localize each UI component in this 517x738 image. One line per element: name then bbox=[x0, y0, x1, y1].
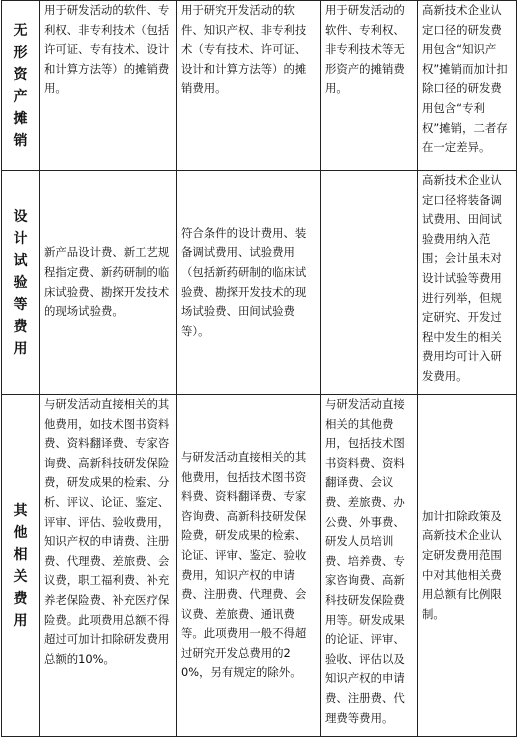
rd-expense-comparison-table bbox=[1, 0, 517, 737]
cell-intangible-col-a: 用于研发活动的软件、专利权、非专利技术（包括许可证、专有技术、设计和计算方法等）的摊销费用。 bbox=[40, 1, 177, 171]
cell-other-col-a: 与研发活动直接相关的其他费用，如技术图书资料费、资料翻译费、专家咨询费、高新科技研发保险费，研发成果的检索、分析、评议、论证、鉴定、评审、评估、验收费用，知识产权的申请费、注册费、代理费、差旅费、会议费，职工福利费、补充养老保险费、补充医疗保险费。此项费用总额不得超过可加计扣除研发费用总额的10%。 bbox=[40, 395, 177, 737]
cell-design-col-a: 新产品设计费、新工艺规程指定费、新药研制的临床试验费、勘探开发技术的现场试验费。 bbox=[40, 171, 177, 395]
cell-other-col-b: 与研发活动直接相关的其他费用，包括技术图书资料费、资料翻译费、专家咨询费、高新科技研发保险费，研发成果的检索、论证、评审、鉴定、验收费用，知识产权的申请费、注册费、代理费、会议费、差旅费、通讯费等。此项费用一般不得超过研究开发总费用的20%，另有规定的除外。 bbox=[177, 395, 321, 737]
table-row-other-related-costs bbox=[2, 395, 517, 737]
cell-design-col-b: 符合条件的设计费用、装备调试费用、试验费用（包括新药研制的临床试验费、勘探开发技术的现场试验费、田间试验费等）。 bbox=[177, 171, 321, 395]
cell-intangible-col-d: 高新技术企业认定口径的研发费用包含“知识产权”摊销而加计扣除口径的研发费用包含“专利权”摊销，二者存在一定差异。 bbox=[418, 1, 517, 171]
table-row-intangible-amortization bbox=[2, 1, 517, 171]
table-row-design-test-costs bbox=[2, 171, 517, 395]
cell-intangible-col-b: 用于研究开发活动的软件、知识产权、非专利技术（专有技术、许可证、设计和计算方法等）的摊销费用。 bbox=[177, 1, 321, 171]
cell-other-col-c: 与研发活动直接相关的其他费用，包括技术图书资料费、资料翻译费、会议费、差旅费、办公费、外事费、研发人员培训费、培养费、专家咨询费、高新科技研发保险费用等。研发成果的论证、评审、验收、评估以及知识产权的申请费、注册费、代理费等费用。 bbox=[321, 395, 418, 737]
cell-design-col-d: 高新技术企业认定口径将装备调试费用、田间试验费用纳入范围；会计虽未对设计试验等费用进行列举，但规定研究、开发过程中发生的相关费用均可计入研发费用。 bbox=[418, 171, 517, 395]
cell-design-col-c bbox=[321, 171, 418, 395]
row-category-intangible-amortization: 无形资产摊销 bbox=[2, 1, 40, 171]
row-category-other-related-costs: 其他相关费用 bbox=[2, 395, 40, 737]
row-category-design-test-costs: 设计试验等费用 bbox=[2, 171, 40, 395]
cell-other-col-d: 加计扣除政策及高新技术企业认定研发费用范围中对其他相关费用总额有比例限制。 bbox=[418, 395, 517, 737]
cell-intangible-col-c: 用于研发活动的软件、专利权、非专利技术等无形资产的摊销费用。 bbox=[321, 1, 418, 171]
